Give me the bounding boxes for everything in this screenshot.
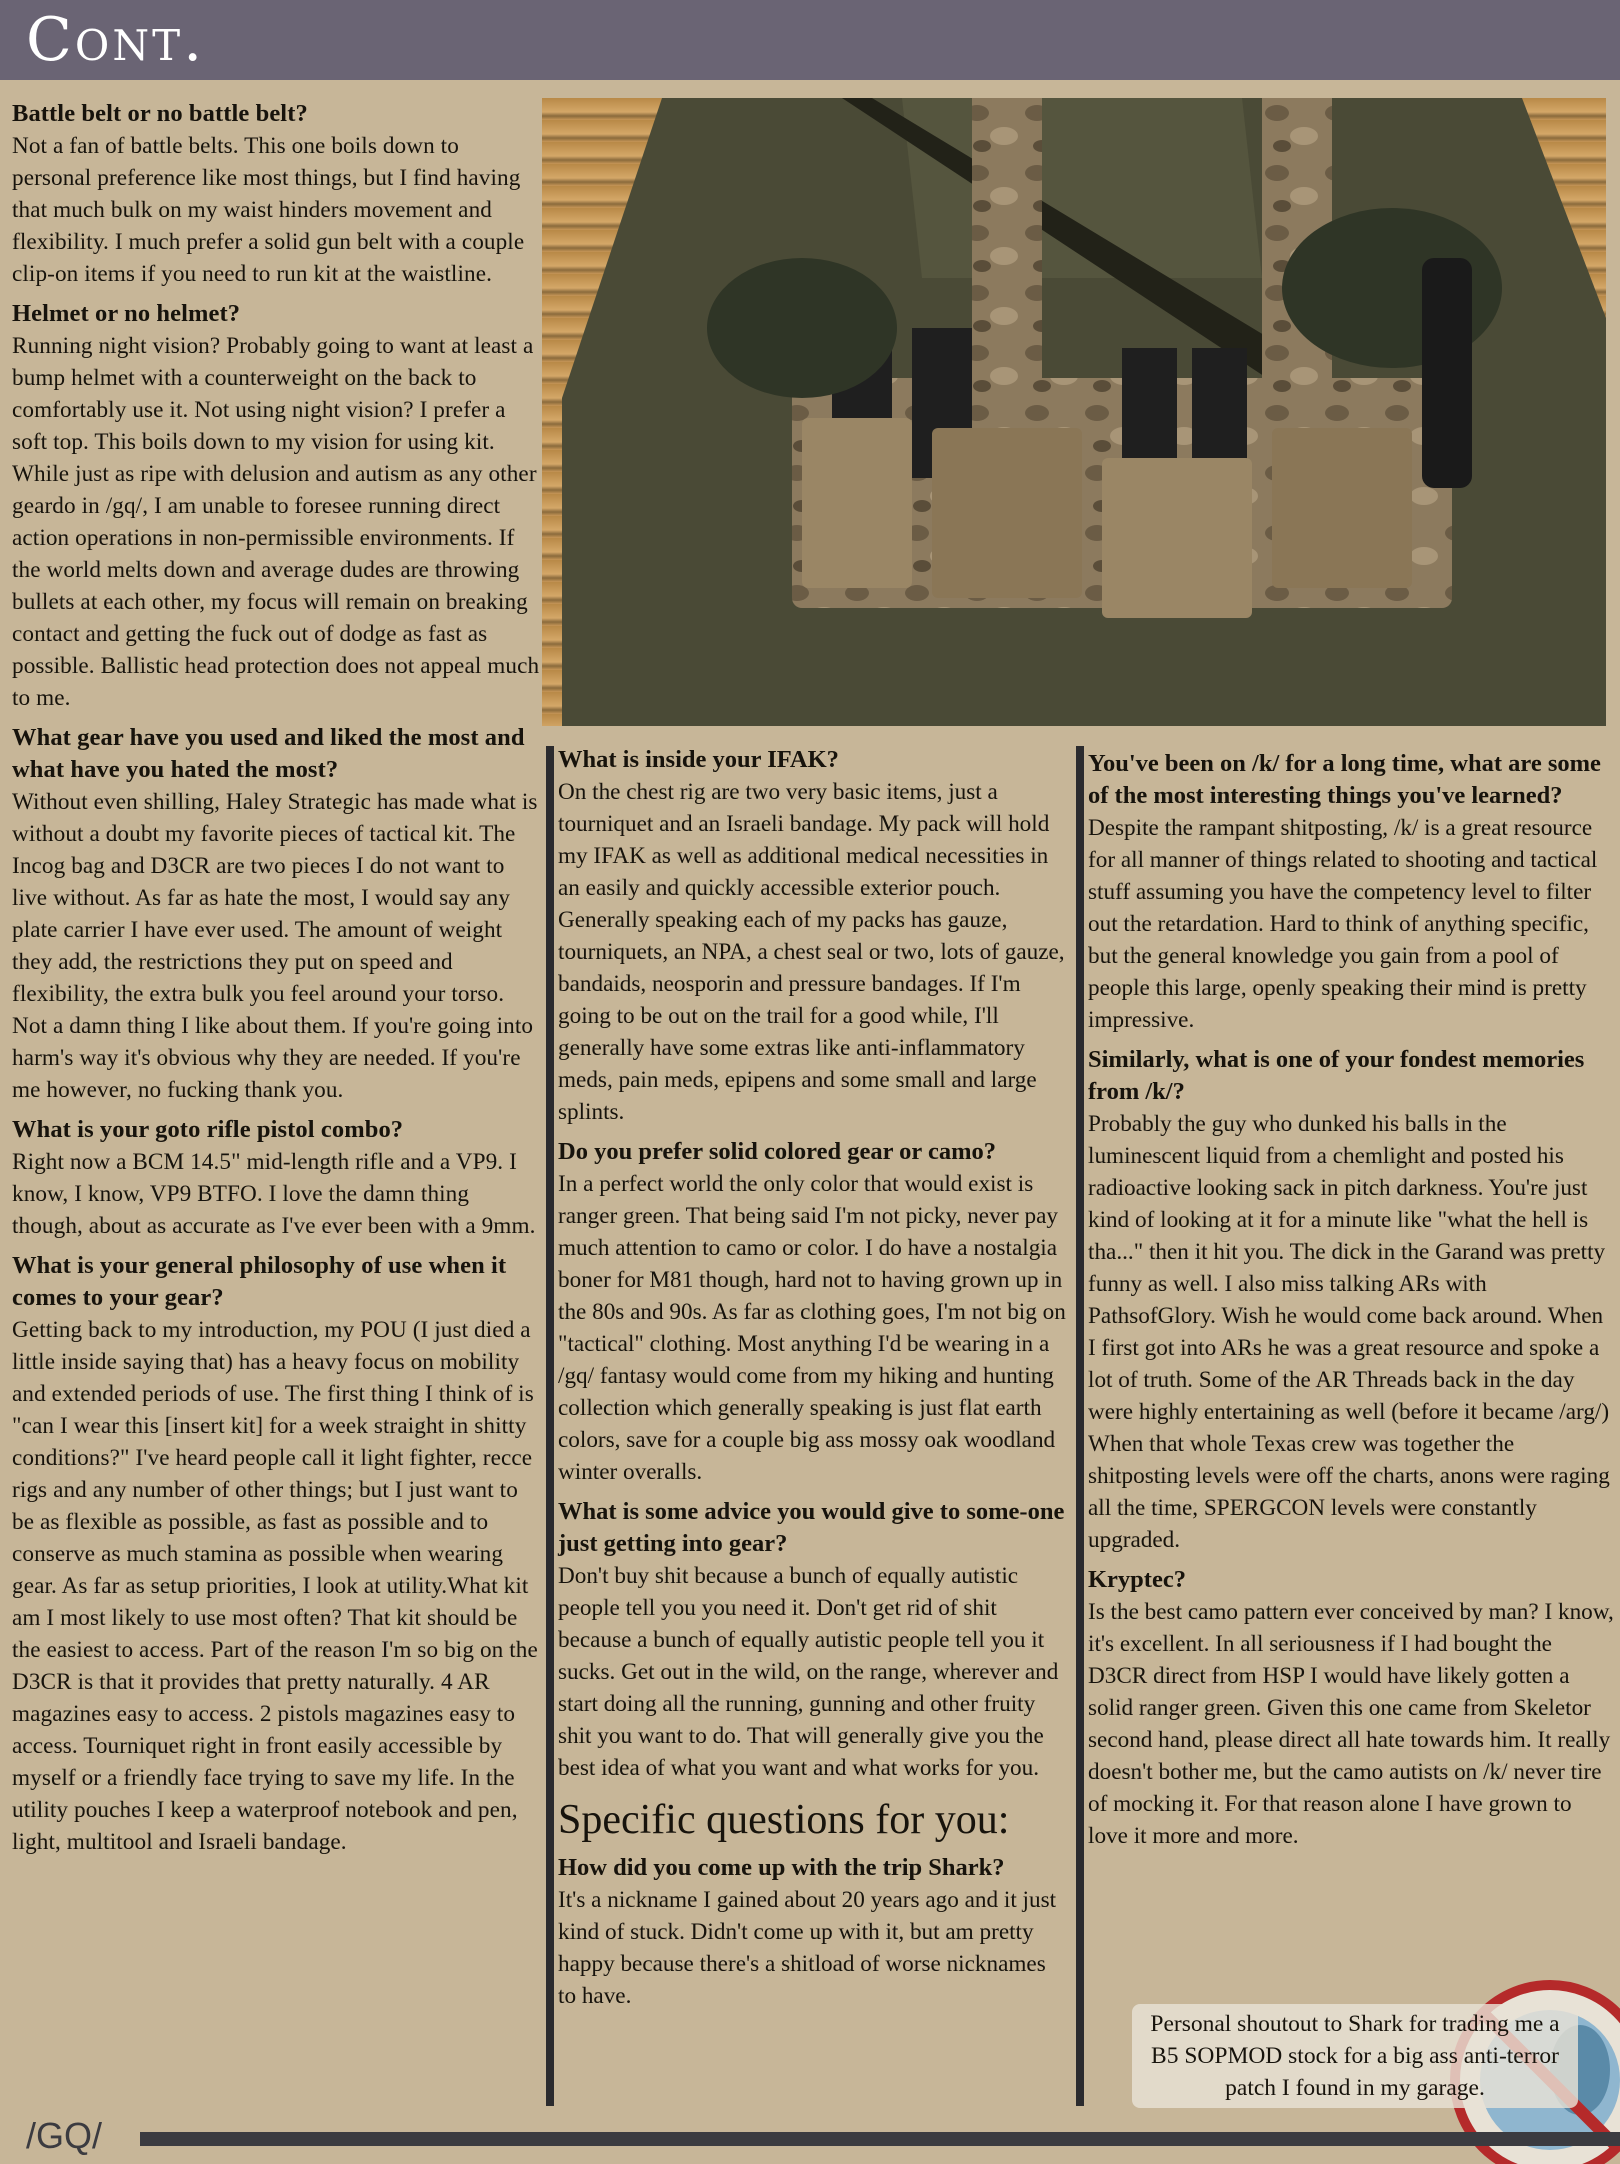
answer-text: In a perfect world the only color that would exist is ranger green. That being said I'm not picky, never pay much attention to camo or color. I do have a nostalgia boner for M81 though, hard not to having grown up in the 80s and 90s. As far as clothing goes, I'm not big on "tactical" clothing. Most anything I'd be wearing in a /gq/ fantasy would come from my hiking and hunting collection which generally speaking is just flat earth colors, save for a couple big ass mossy oak woodland winter overalls. (558, 1171, 1066, 1485)
question-heading: What is some advice you would give to some-one just getting into gear? (558, 1498, 1065, 1557)
question-heading: How did you come up with the trip Shark? (558, 1854, 1005, 1881)
page-title: Cont. (26, 5, 206, 75)
question-heading: Similarly, what is one of your fondest memories from /k/? (1088, 1046, 1585, 1105)
question-heading: You've been on /k/ for a long time, what are some of the most interesting things you've learned? (1088, 750, 1601, 809)
answer-text: Despite the rampant shitposting, /k/ is a great resource for all manner of things related to shooting and tactical stuff assuming you have the competency level to filter out the retardation. Hard to think of anything specific, but the general knowledge you gain from a pool of people this large, openly speaking their mind is pretty impressive. (1088, 815, 1598, 1033)
answer-text: Right now a BCM 14.5" mid-length rifle and a VP9. I know, I know, VP9 BTFO. I love the damn thing though, about as accurate as I've ever been with a 9mm. (12, 1149, 536, 1239)
answer-text: Probably the guy who dunked his balls in the luminescent liquid from a chemlight and posted his radioactive looking sack in pitch darkness. You're just kind of looking at it for a minute like "what the hell is tha..." then it hit you. The dick in the Garand was pretty funny as well. I also miss talking ARs with PathsofGlory. Wish he would come back around. When I first got into ARs he was a great resource and spoke a lot of truth. Some of the AR Threads back in the day were highly entertaining as well (before it became /arg/) When that whole Texas crew was together the shitposting levels were off the charts, anons were raging all the time, SPERGCON levels were constantly upgraded. (1088, 1111, 1610, 1553)
question-heading: What is your goto rifle pistol combo? (12, 1116, 404, 1143)
footer-bar (140, 2132, 1620, 2146)
column-divider-right (1076, 746, 1084, 2106)
chest-rig-photo (542, 98, 1606, 726)
answer-text: Getting back to my introduction, my POU (I just died a little inside saying that) has a heavy focus on mobility and extended periods of use. The first thing I think of is "can I wear this [insert kit] for a week straight in shitty conditions?" I've heard people call it light fighter, recce rigs and any number of other things; but I just want to be as flexible as possible, as fast as possible and to conserve as much stamina as possible when wearing gear. As far as setup priorities, I look at utility.What kit am I most likely to use most often? That kit should be the easiest to access. Part of the reason I'm so big on the D3CR is that it provides that pretty naturally. 4 AR magazines easy to access. 2 pistols magazines easy to access. Tourniquet right in front easily accessible by myself or a friendly face trying to save my life. In the utility pouches I keep a waterproof notebook and pen, light, multitool and Israeli bandage. (12, 1317, 538, 1855)
middle-column (558, 744, 1068, 2020)
question-heading: Kryptec? (1088, 1566, 1186, 1593)
chest-rig-illustration (542, 98, 1606, 726)
question-heading: Helmet or no helmet? (12, 300, 241, 327)
answer-text: Is the best camo pattern ever conceived by man? I know, it's excellent. In all seriousness if I had bought the D3CR direct from HSP I would have likely gotten a solid ranger green. Given this one came from Skeletor second hand, please direct all hate towards him. It really doesn't bother me, but the camo autists on /k/ never tire of mocking it. For that reason alone I have grown to love it more and more. (1088, 1599, 1614, 1849)
column-divider-mid (546, 746, 554, 2106)
question-heading: Battle belt or no battle belt? (12, 100, 308, 127)
answer-text: On the chest rig are two very basic items, just a tourniquet and an Israeli bandage. My pack will hold my IFAK as well as additional medical necessities in an easily and quickly accessible exterior pouch. Generally speaking each of my packs has gauze, tourniquets, an NPA, a chest seal or two, lots of gauze, bandaids, neosporin and pressure bandages. If I'm going to be out on the trail for a good while, I'll generally have some extras like anti-inflammatory meds, pain meds, epipens and some small and large splints. (558, 779, 1065, 1125)
answer-text: Running night vision? Probably going to want at least a bump helmet with a counterweight on the back to comfortably use it. Not using night vision? I prefer a soft top. This boils down to my vision for using kit. While just as ripe with delusion and autism as any other geardo in /gq/, I am unable to foresee running direct action operations in non-permissible environments. If the world melts down and average dudes are throwing bullets at each other, my focus will remain on breaking contact and getting the fuck out of dodge as fast as possible. Ballistic head protection does not appeal much to me. (12, 333, 540, 711)
question-heading: Do you prefer solid colored gear or camo? (558, 1138, 996, 1165)
question-heading: What gear have you used and liked the most and what have you hated the most? (12, 724, 525, 783)
answer-text: Don't buy shit because a bunch of equally autistic people tell you you need it. Don't get rid of shit because a bunch of equally autistic people tell you it sucks. Get out in the wild, on the range, wherever and start doing all the running, gunning and other fruity shit you want to do. That will generally give you the best idea of what you want and what works for you. (558, 1563, 1059, 1781)
answer-text: Without even shilling, Haley Strategic has made what is without a doubt my favorite pieces of tactical kit. The Incog bag and D3CR are two pieces I do not want to live without. As far as hate the most, I would say any plate carrier I have ever used. The amount of weight they add, the restrictions they put on speed and flexibility, the extra bulk you feel around your torso. Not a damn thing I like about them. If you're going into harm's way it's obvious why they are needed. If you're me however, no fucking thank you. (12, 789, 538, 1103)
answer-text: It's a nickname I gained about 20 years ago and it just kind of stuck. Didn't come up with it, but am pretty happy because there's a shitload of worse nicknames to have. (558, 1887, 1057, 2009)
page-header (0, 0, 1620, 80)
answer-text: Not a fan of battle belts. This one boils down to personal preference like most things, but I find having that much bulk on my waist hinders movement and flexibility. I much prefer a solid gun belt with a couple clip-on items if you need to run kit at the waistline. (12, 133, 525, 287)
question-heading: What is inside your IFAK? (558, 746, 839, 773)
left-column (12, 98, 542, 1866)
specific-questions-heading: Specific questions for you: (558, 1797, 1010, 1843)
shoutout-caption: Personal shoutout to Shark for trading me a B5 SOPMOD stock for a big ass anti-terror patch I found in my garage. (1132, 2004, 1578, 2108)
question-heading: What is your general philosophy of use when it comes to your gear? (12, 1252, 507, 1311)
footer-label: /GQ/ (26, 2115, 103, 2156)
right-column (1088, 748, 1616, 1860)
